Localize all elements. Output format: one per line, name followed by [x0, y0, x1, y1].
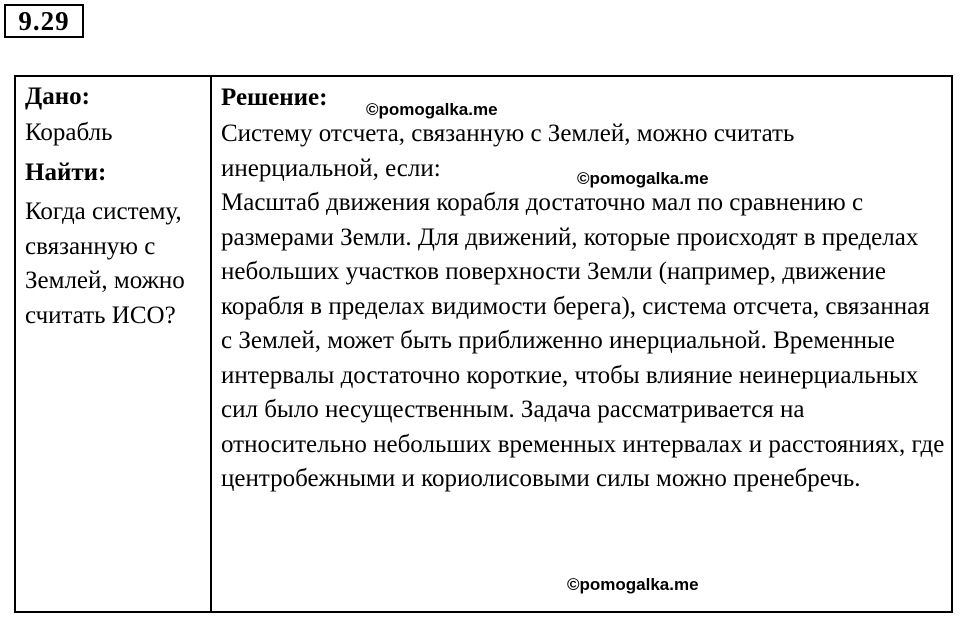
find-question: Когда систему, связанную с Землей, можно считать ИСО? [25, 198, 185, 329]
solution-body: Масштаб движения корабля достаточно мал по сравнению с размерами Земли. Для движений, которые происходят в пределах небольших участков поверхности Земли (например, движение корабля в пределах видимости берега), система отсчета, связанная с Землей, может быть приближенно инерциальной. Временные интервалы достаточно короткие, чтобы влияние неинерциальных сил было несущественным. Задача рассматривается на относительно небольших временных интервалах и расстояниях, где центробежными и кориолисовыми силы можно пренебречь. [221, 189, 945, 492]
solution-column [221, 79, 946, 497]
watermark: ©pomogalka.me [567, 575, 699, 594]
column-divider [210, 77, 212, 611]
given-object: Корабль [25, 119, 113, 146]
solution-table [14, 75, 953, 613]
watermark: ©pomogalka.me [366, 100, 498, 119]
solution-heading: Решение: [221, 84, 328, 111]
task-number: 9.29 [4, 4, 84, 38]
given-heading: Дано: [25, 83, 90, 110]
solution-intro: Систему отсчета, связанную с Землей, можно считать инерциальной, если: [221, 120, 795, 182]
find-heading: Найти: [25, 159, 107, 186]
given-column [25, 79, 205, 333]
watermark: ©pomogalka.me [577, 169, 709, 188]
